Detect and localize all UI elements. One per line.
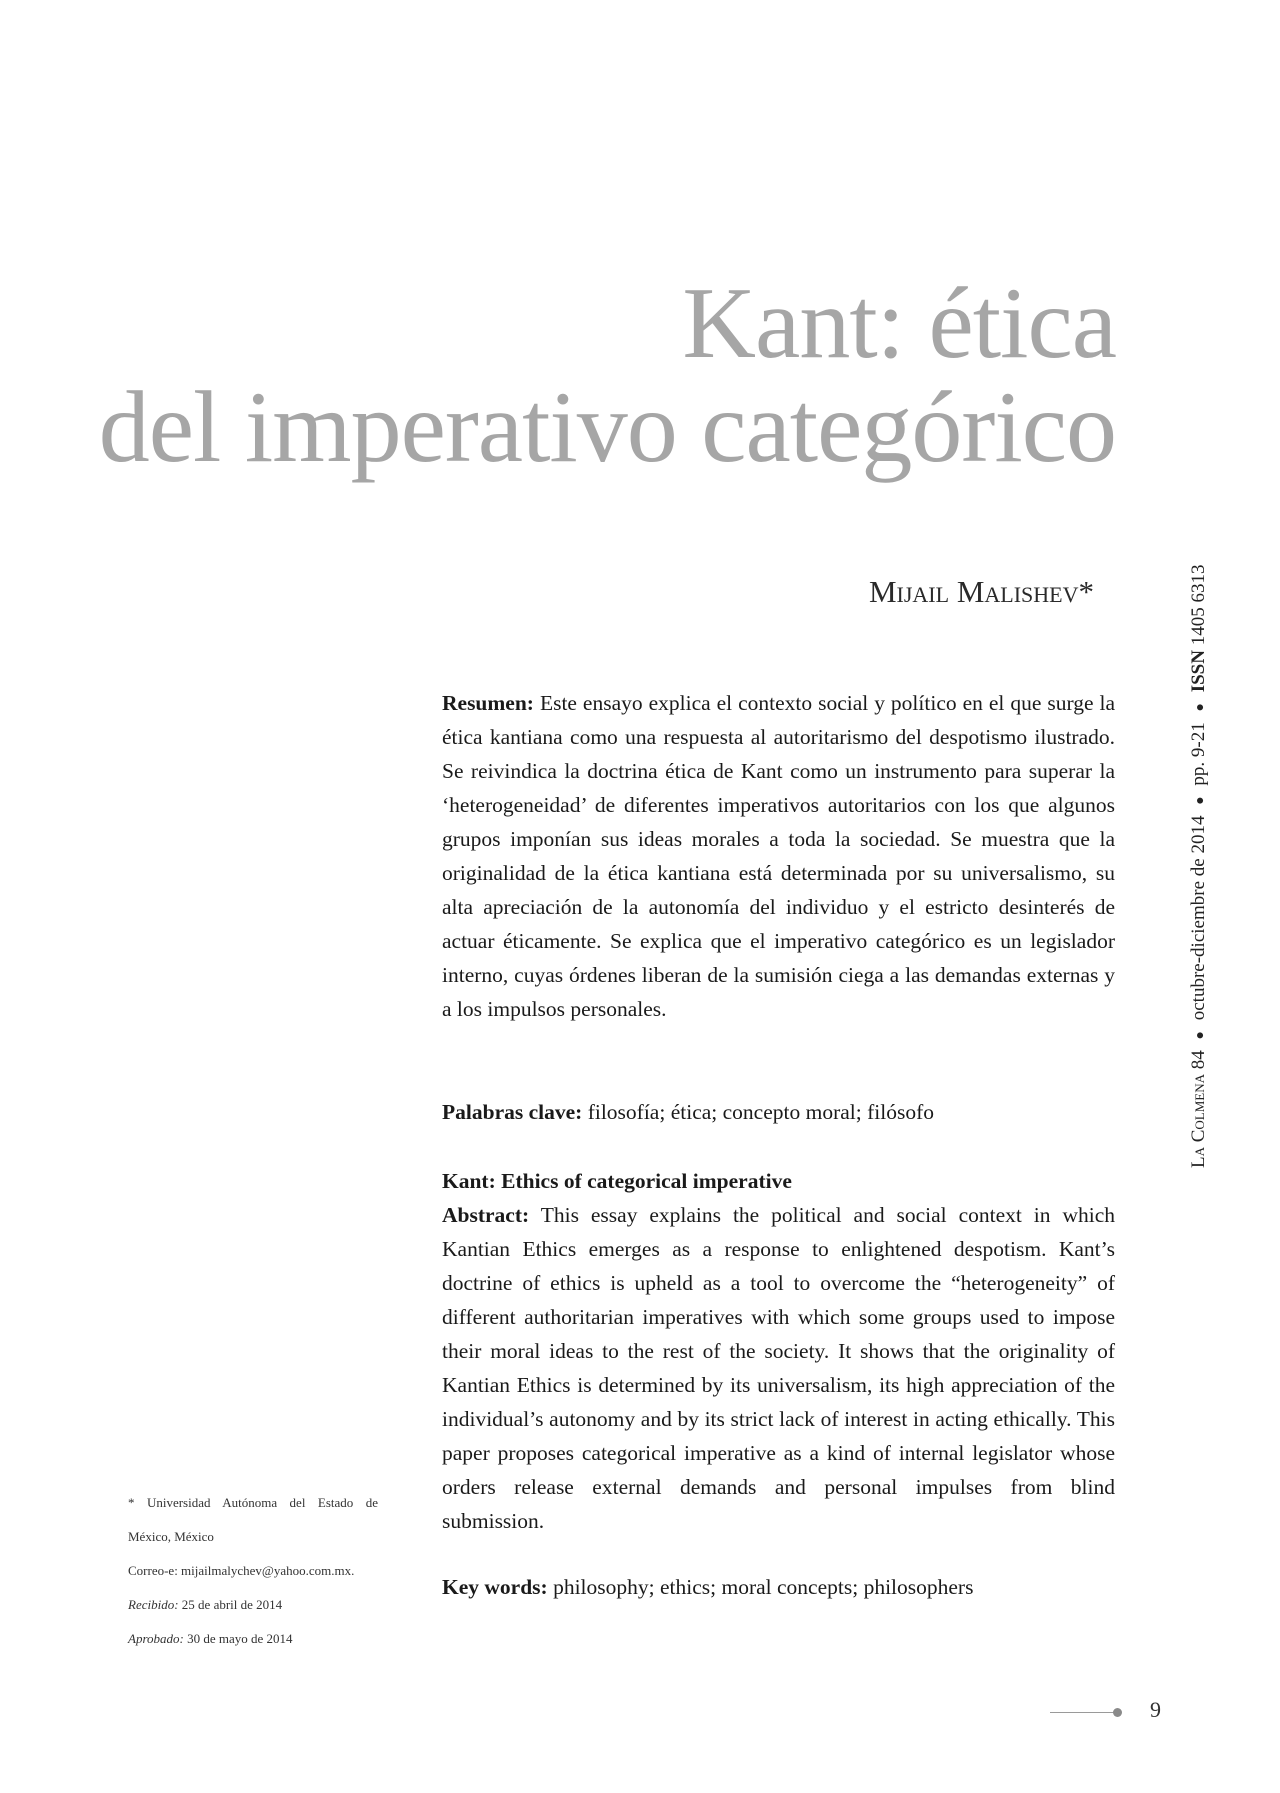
bullet-icon: ● — [1193, 796, 1208, 805]
palabras-clave-text: filosofía; ética; concepto moral; filósofo — [587, 1100, 934, 1124]
footnote-approved — [128, 1622, 378, 1656]
article-title — [98, 267, 1116, 484]
key-words-label: Key words: — [442, 1575, 548, 1599]
author-name — [869, 574, 1094, 610]
abstract-text: This essay explains the political and social context in which Kantian Ethics emerges as a response to enlightened despotism. Kant’s doctrine of ethics is upheld as a tool to overcome the “heterogeneity” of different authoritarian imperatives with which some groups used to impose their moral ideas to the rest of the society. It shows that the originality of Kantian Ethics is determined by its universalism, its high appreciation of the individual’s autonomy and by its strict lack of interest in acting ethically. This paper proposes categorical imperative as a kind of internal legislator whose orders release external demands and personal impulses from blind submission. — [442, 1203, 1115, 1533]
approved-date: 30 de mayo de 2014 — [187, 1631, 293, 1646]
received-date: 25 de abril de 2014 — [181, 1597, 283, 1612]
key-words-text: philosophy; ethics; moral concepts; philosophers — [553, 1575, 974, 1599]
bullet-icon: ● — [1193, 703, 1208, 712]
footnote-affiliation: * Universidad Autónoma del Estado de México, México — [128, 1495, 378, 1544]
page-number-rule — [1050, 1712, 1118, 1713]
resumen-text: Este ensayo explica el contexto social y político en el que surge la ética kantiana como una respuesta al autoritarismo del despotismo ilustrado. Se reivindica la doctrina ética de Kant como un instrumento para superar la ‘heterogeneidad’ de diferentes imperativos autoritarios con los que algunos grupos imponían sus ideas morales a toda la sociedad. Se muestra que la originalidad de la ética kantiana está determinada por su universalismo, su alta apreciación de la autonomía del individuo y el estricto desinterés de actuar éticamente. Se explica que el imperativo categórico es un legislador interno, cuyas órdenes liberan de la sumisión ciega a las demandas externas y a los impulsos personales. — [442, 691, 1115, 1021]
issn-label: ISSN — [1188, 650, 1209, 693]
received-label: Recibido: — [128, 1597, 179, 1612]
footnote-received — [128, 1588, 378, 1622]
author-name-text: Mijail Malishev — [868, 574, 1079, 609]
resumen-paragraph — [442, 686, 1115, 1026]
bullet-icon: ● — [1193, 1031, 1208, 1040]
footnote-email: Correo-e: mijailmalychev@yahoo.com.mx. — [128, 1563, 355, 1578]
abstract-paragraph — [442, 1198, 1115, 1538]
resumen-label: Resumen: — [442, 691, 534, 715]
title-line-2: del imperativo categórico — [98, 371, 1116, 484]
palabras-clave — [442, 1095, 1115, 1129]
approved-label: Aprobado: — [128, 1631, 184, 1646]
journal-name: La Colmena 84 — [1188, 1050, 1209, 1168]
english-title: Kant: Ethics of categorical imperative — [442, 1169, 792, 1193]
abstract-label: Abstract: — [442, 1203, 530, 1227]
issn-number: 1405 6313 — [1188, 564, 1209, 646]
page-number: 9 — [1150, 1697, 1161, 1722]
page-range: pp. 9-21 — [1188, 722, 1209, 786]
key-words — [442, 1570, 1115, 1604]
title-line-1: Kant: ética — [682, 267, 1116, 380]
page-number-dot-icon — [1113, 1708, 1122, 1717]
journal-sidebar — [1188, 565, 1210, 1168]
issue-date: octubre-diciembre de 2014 — [1188, 815, 1209, 1021]
author-footnote-marker: * — [1078, 574, 1094, 609]
author-footnote — [128, 1486, 378, 1656]
palabras-clave-label: Palabras clave: — [442, 1100, 583, 1124]
